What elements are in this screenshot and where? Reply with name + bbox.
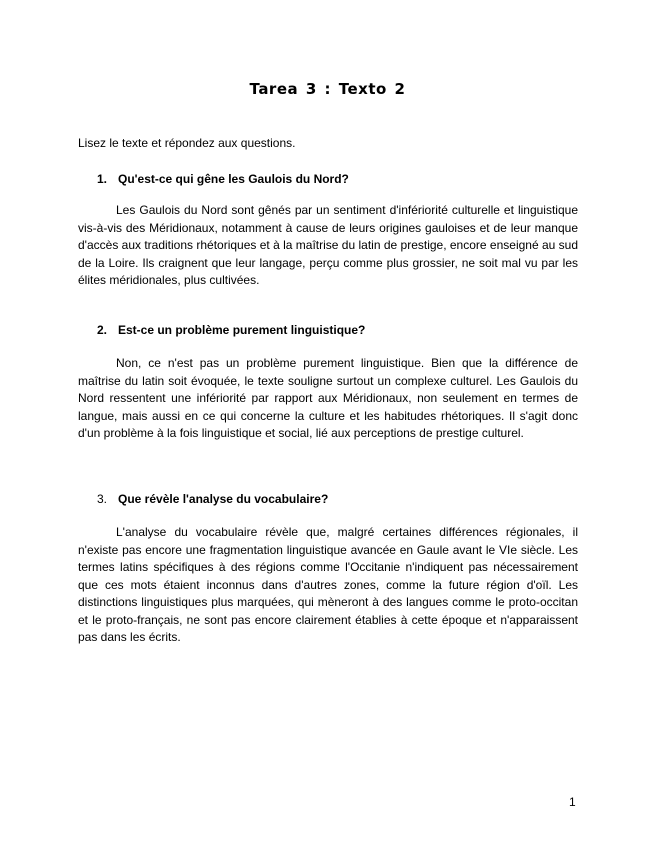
question-1 bbox=[97, 172, 349, 186]
question-2-text: Est-ce un problème purement linguistique? bbox=[118, 323, 366, 337]
page-number: 1 bbox=[569, 795, 576, 809]
answer-2: Non, ce n'est pas un problème purement linguistique. Bien que la différence de maîtrise du latin soit évoquée, le texte souligne surtout un complexe culturel. Les Gaulois du Nord ressentent une infériorité par rapport aux Méridionaux, non seulement en termes de langue, mais aussi en ce qui concerne la culture et les habitudes rhétoriques. Il s'agit donc d'un problème à la fois linguistique et social, lié aux perceptions de prestige culturel. bbox=[78, 356, 578, 440]
question-1-number: 1. bbox=[97, 172, 108, 186]
question-2-number: 2. bbox=[97, 323, 108, 337]
question-3 bbox=[97, 492, 328, 506]
document-title: Tarea 3 : Texto 2 bbox=[249, 80, 406, 98]
answer-3: L'analyse du vocabulaire révèle que, malgré certaines différences régionales, il n'existe pas encore une fragmentation linguistique avancée en Gaule avant le VIe siècle. Les termes latins spécifiques à des régions comme l'Occitanie n'indiquent pas nécessairement que ces mots étaient inconnus dans d'autres zones, comme la future région d'oïl. Les distinctions linguistiques plus marquées, qui mèneront à des langues comme le proto-occitan et le proto-français, ne sont pas encore clairement établies à cette époque et n'apparaissent pas dans les écrits. bbox=[78, 525, 578, 644]
answer-1: Les Gaulois du Nord sont gênés par un sentiment d'infériorité culturelle et linguistique vis-à-vis des Méridionaux, notamment à cause de leurs origines gauloises et de leur manque d'accès aux traditions rhétoriques et à la maîtrise du latin de prestige, encore enseigné au sud de la Loire. Ils craignent que leur langage, perçu comme plus grossier, ne soit mal vu par les élites méridionales, plus cultivées. bbox=[78, 203, 578, 287]
question-3-number: 3. bbox=[97, 492, 108, 506]
instructions-text: Lisez le texte et répondez aux questions. bbox=[78, 136, 296, 150]
question-1-text: Qu'est-ce qui gêne les Gaulois du Nord? bbox=[118, 172, 349, 186]
question-2 bbox=[97, 323, 365, 337]
question-3-text: Que révèle l'analyse du vocabulaire? bbox=[118, 492, 329, 506]
